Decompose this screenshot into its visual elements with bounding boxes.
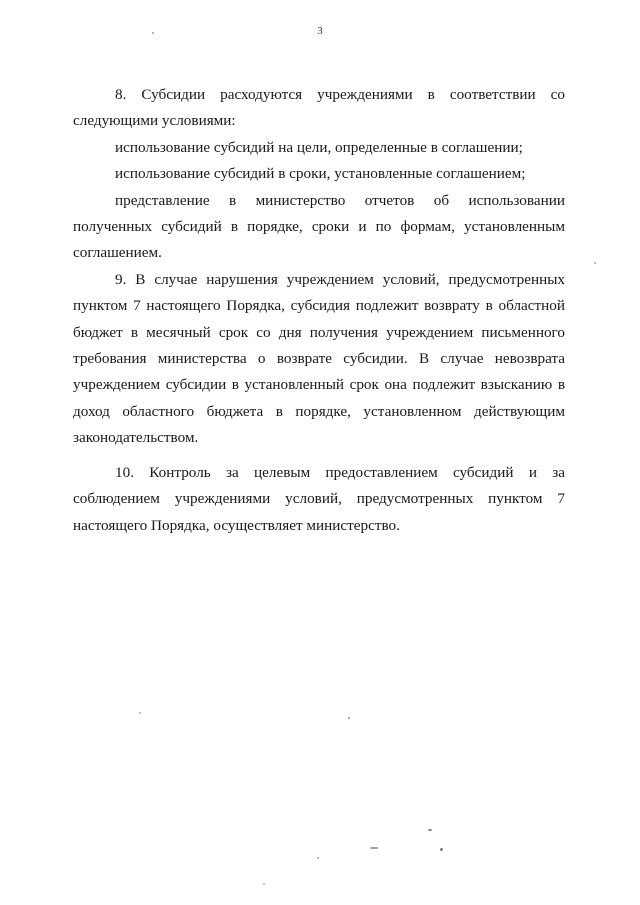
scan-speck xyxy=(152,32,154,34)
scan-speck xyxy=(370,847,378,849)
scan-speck xyxy=(594,262,596,264)
paragraph-line: соглашением. xyxy=(73,244,162,262)
document-body xyxy=(73,82,565,539)
list-item: использование субсидий в сроки, установленные соглашением; xyxy=(115,165,526,183)
paragraph-line: следующими условиями: xyxy=(73,112,236,130)
scan-speck xyxy=(428,829,432,831)
paragraph-8 xyxy=(73,82,565,267)
page-number: 3 xyxy=(317,25,323,37)
paragraph-10 xyxy=(73,460,565,539)
paragraph-line: соблюдением учреждениями условий, предусмотренных пунктом 7 xyxy=(73,490,565,508)
list-item: представление в министерство отчетов об использовании xyxy=(115,191,565,209)
paragraph-line: требования министерства о возврате субсидии. В случае невозврата xyxy=(73,350,565,368)
list-item: использование субсидий на цели, определенные в соглашении; xyxy=(115,138,523,156)
scan-speck xyxy=(348,717,350,719)
paragraph-line: законодательством. xyxy=(73,429,199,447)
scan-speck xyxy=(440,848,443,851)
scan-speck xyxy=(139,712,141,714)
scan-speck xyxy=(263,883,265,885)
paragraph-line: настоящего Порядка, осуществляет министерство. xyxy=(73,516,400,534)
paragraph-line: учреждением субсидии в установленный срок она подлежит взысканию в xyxy=(73,376,565,394)
paragraph-line: доход областного бюджета в порядке, установленном действующим xyxy=(73,402,565,420)
paragraph-line: 8. Субсидии расходуются учреждениями в соответствии со xyxy=(115,86,565,103)
paragraph-line: 10. Контроль за целевым предоставлением субсидий и за xyxy=(115,463,565,481)
paragraph-line: 9. В случае нарушения учреждением условий, предусмотренных xyxy=(115,270,565,288)
paragraph-line: пунктом 7 настоящего Порядка, субсидия подлежит возврату в областной xyxy=(73,297,565,315)
paragraph-line: бюджет в месячный срок со дня получения учреждением письменного xyxy=(73,323,565,341)
paragraph-line: полученных субсидий в порядке, сроки и по формам, установленным xyxy=(73,218,565,236)
paragraph-9 xyxy=(73,267,565,452)
scan-speck xyxy=(317,857,319,859)
